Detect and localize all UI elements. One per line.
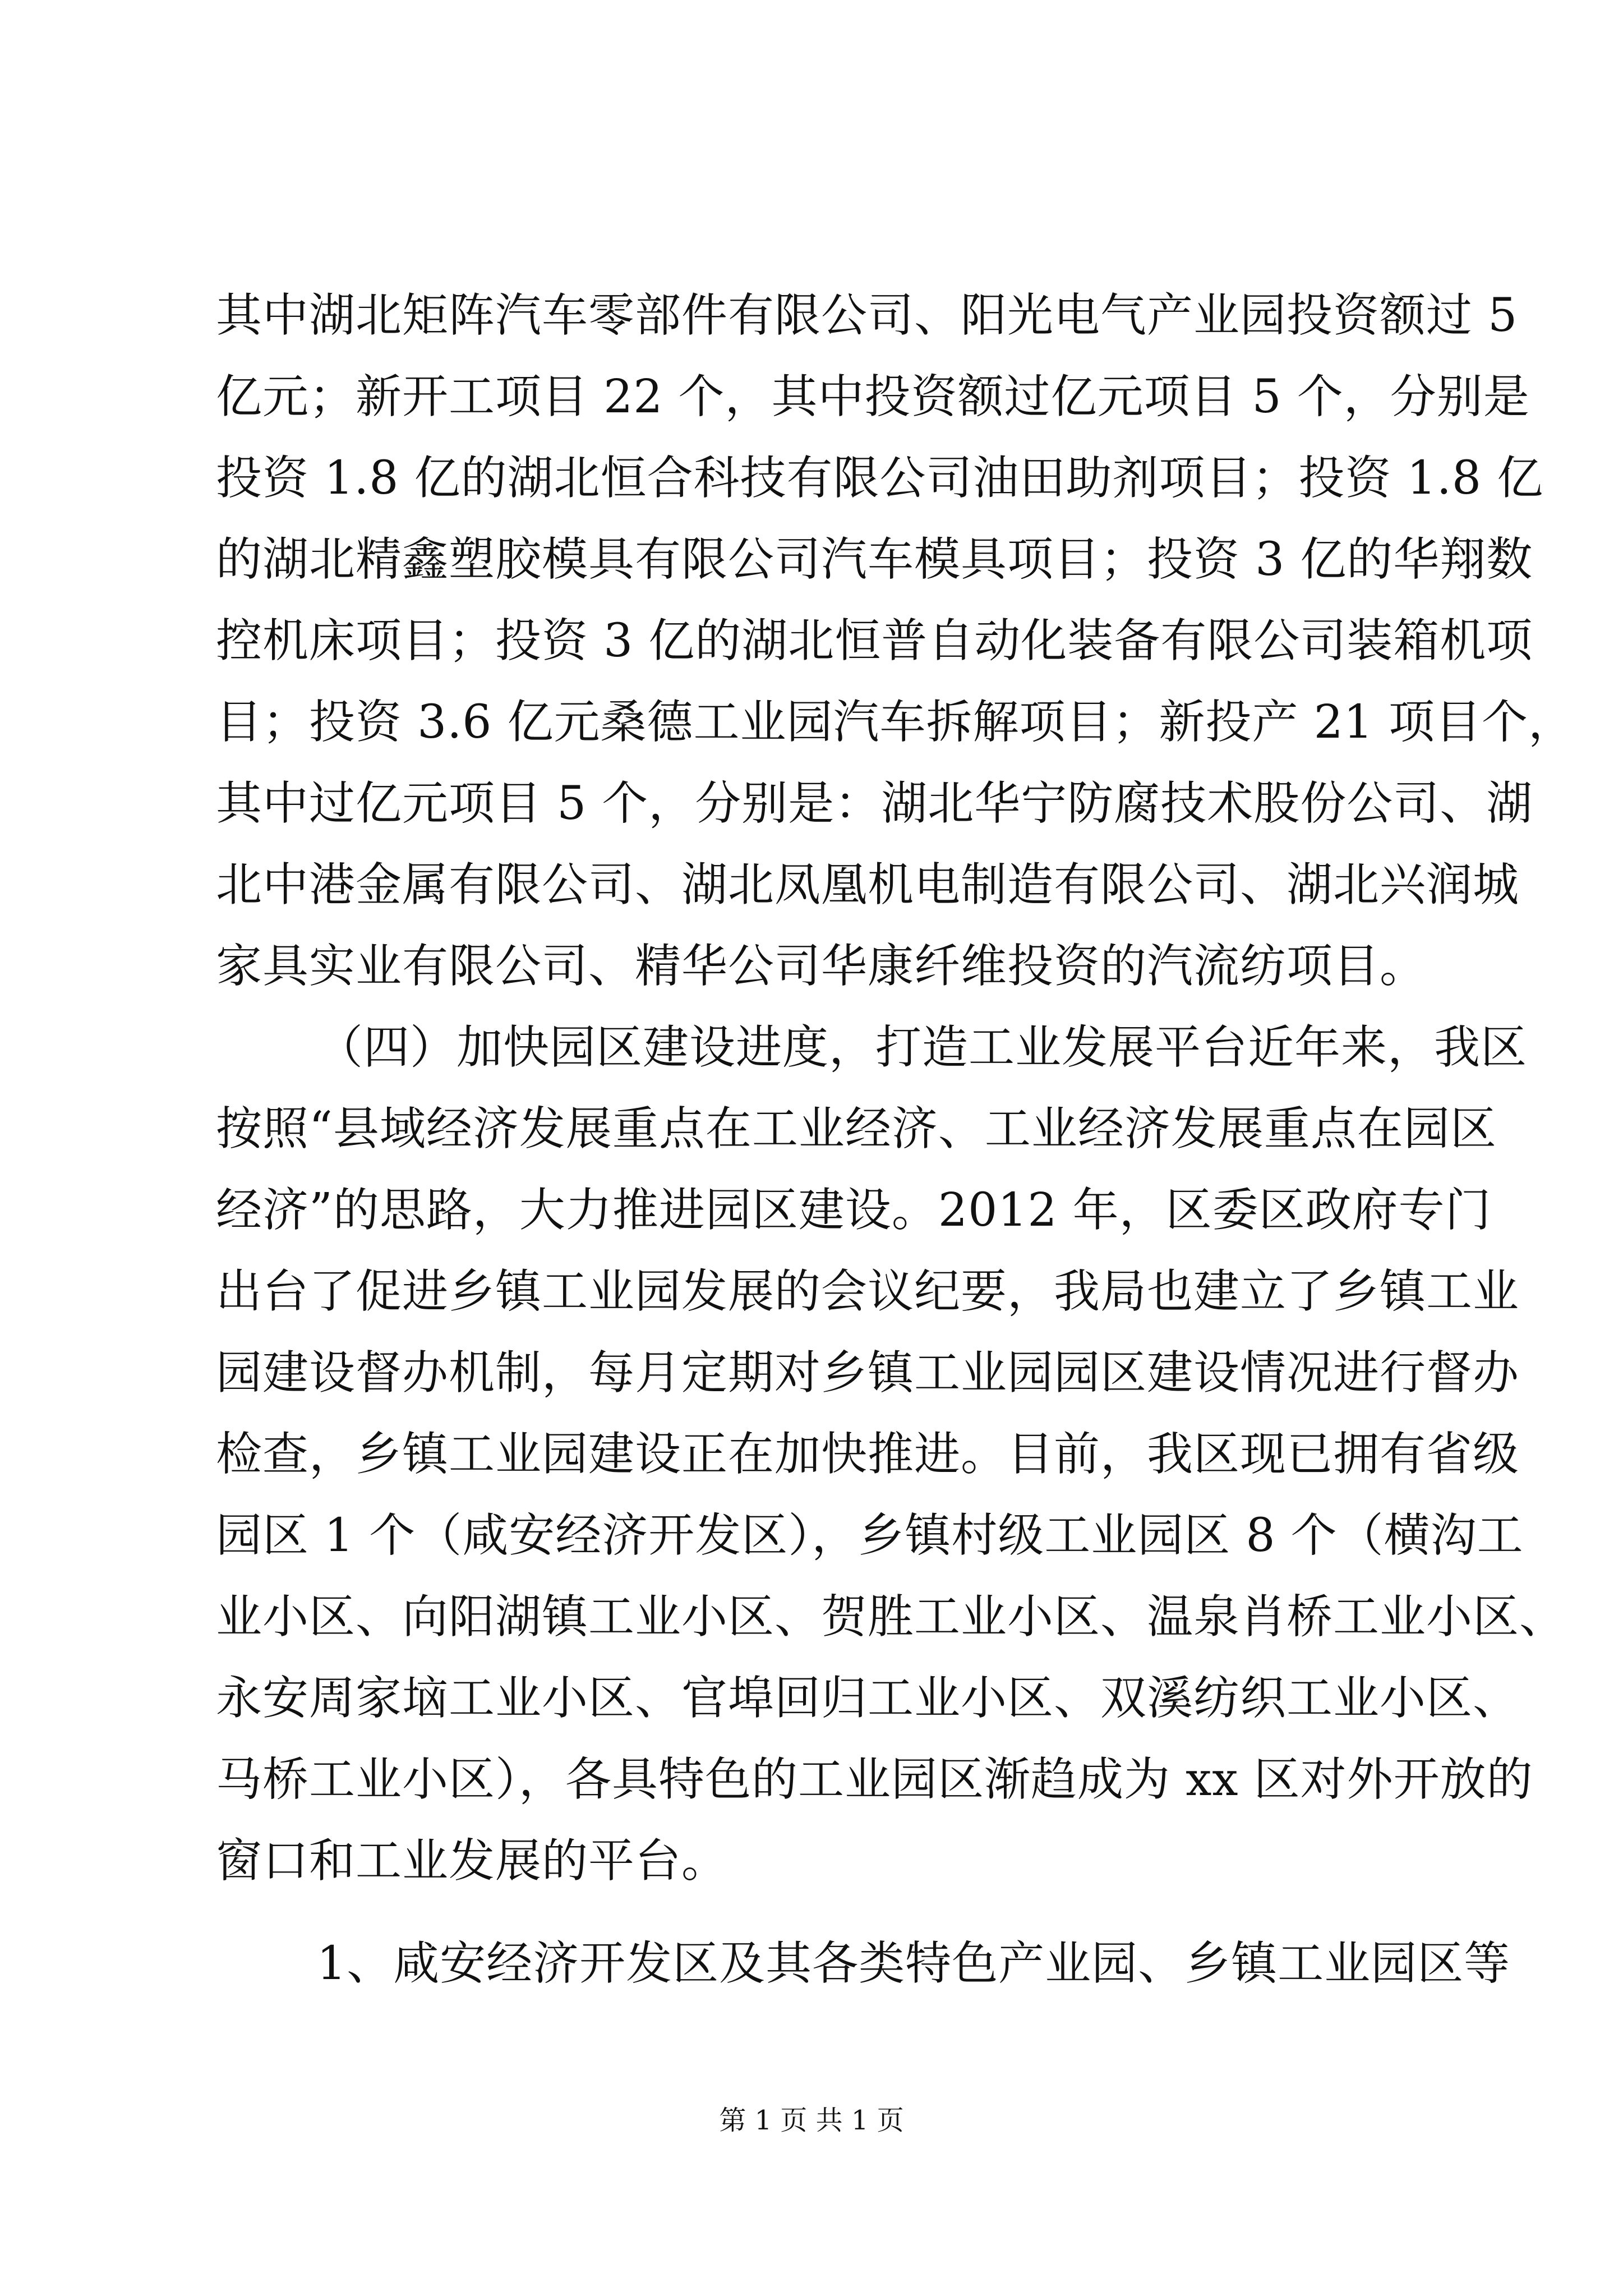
text-line: 窗口和工业发展的平台。: [216, 1834, 728, 1888]
text-line: 目；投资 3.6 亿元桑德工业园汽车拆解项目；新投产 21 项目个，: [216, 696, 1575, 749]
text-line: 的湖北精鑫塑胶模具有限公司汽车模具项目；投资 3 亿的华翔数: [216, 533, 1533, 586]
text-line: 家具实业有限公司、精华公司华康纤维投资的汽流纺项目。: [216, 940, 1427, 993]
text-line: 园建设督办机制，每月定期对乡镇工业园园区建设情况进行督办: [216, 1346, 1520, 1400]
text-line: 检查，乡镇工业园建设正在加快推进。目前，我区现已拥有省级: [216, 1428, 1520, 1481]
text-line: 按照“县域经济发展重点在工业经济、工业经济发展重点在园区: [216, 1102, 1497, 1156]
text-line: 其中湖北矩阵汽车零部件有限公司、阳光电气产业园投资额过 5: [216, 289, 1518, 342]
text-line: 投资 1.8 亿的湖北恒合科技有限公司油田助剂项目；投资 1.8 亿: [216, 452, 1544, 505]
text-line: 业小区、向阳湖镇工业小区、贺胜工业小区、温泉肖桥工业小区、: [216, 1590, 1566, 1644]
text-line: 其中过亿元项目 5 个，分别是：湖北华宁防腐技术股份公司、湖: [216, 777, 1533, 830]
numbered-paragraph-line: 1、咸安经济开发区及其各类特色产业园、乡镇工业园区等: [317, 1937, 1511, 1990]
text-line: 马桥工业小区），各具特色的工业园区渐趋成为 xx 区对外开放的: [216, 1753, 1533, 1806]
text-line: 控机床项目；投资 3 亿的湖北恒普自动化装备有限公司装箱机项: [216, 614, 1533, 668]
text-line: 北中港金属有限公司、湖北凤凰机电制造有限公司、湖北兴润城: [216, 858, 1520, 912]
text-line: 园区 1 个（咸安经济开发区），乡镇村级工业园区 8 个（横沟工: [216, 1509, 1524, 1562]
text-line: 出台了促进乡镇工业园发展的会议纪要，我局也建立了乡镇工业: [216, 1265, 1520, 1318]
text-line: 亿元；新开工项目 22 个，其中投资额过亿元项目 5 个，分别是: [216, 370, 1530, 424]
text-line: 永安周家垴工业小区、官埠回归工业小区、双溪纺织工业小区、: [216, 1672, 1520, 1725]
section-heading-line: （四）加快园区建设进度，打造工业发展平台近年来，我区: [317, 1021, 1528, 1074]
document-body: [216, 275, 1575, 2004]
text-line: 经济”的思路，大力推进园区建设。2012 年，区委区政府专门: [216, 1184, 1492, 1237]
page-footer: 第 1 页 共 1 页: [719, 2105, 904, 2136]
